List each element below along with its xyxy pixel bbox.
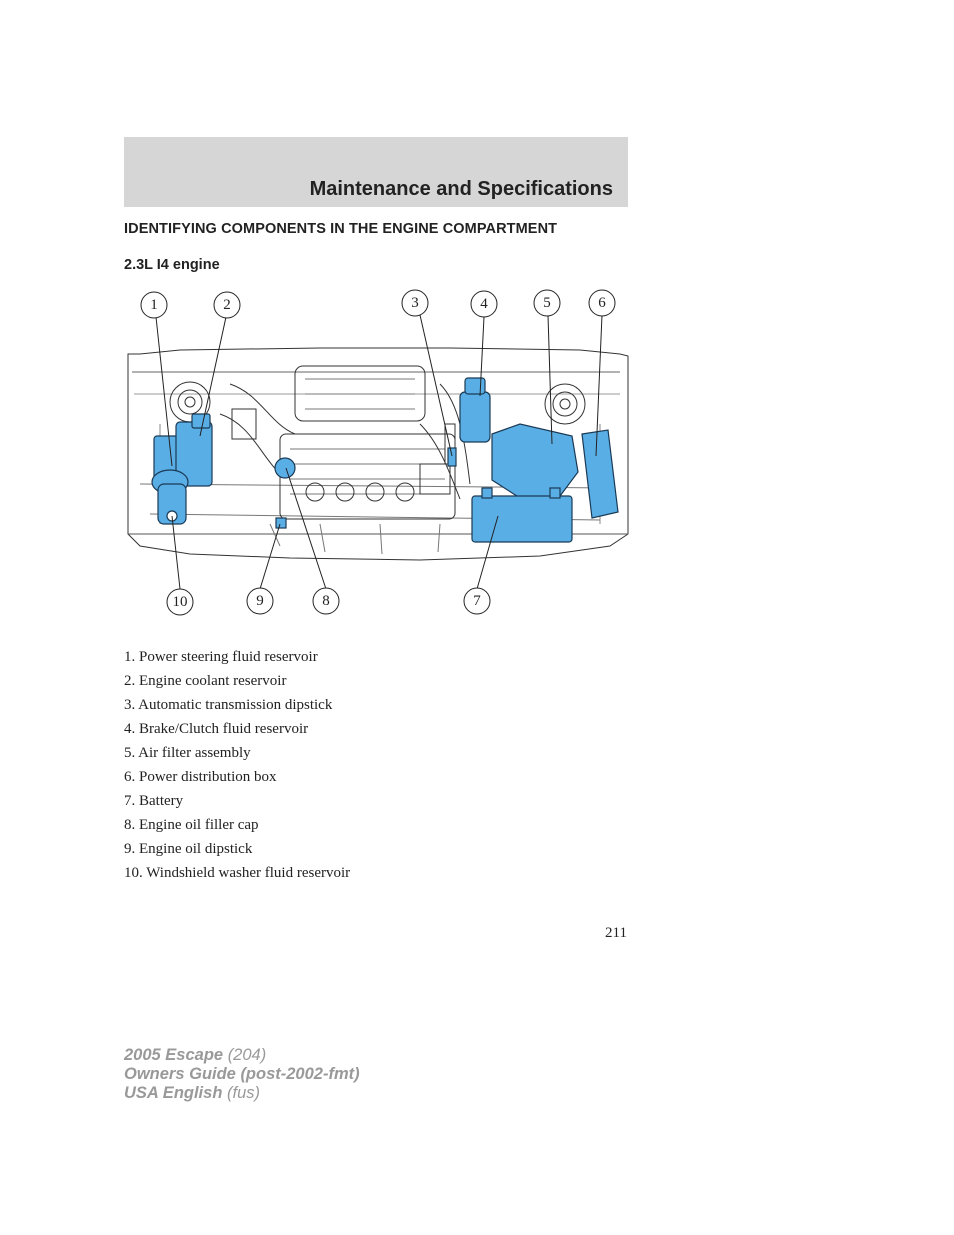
brake-reservoir-shape bbox=[460, 392, 490, 442]
list-item: 4. Brake/Clutch fluid reservoir bbox=[124, 721, 309, 737]
footer-line-1: 2005 Escape (204) bbox=[124, 1046, 267, 1064]
list-item: 7. Battery bbox=[124, 793, 184, 809]
list-item: 8. Engine oil filler cap bbox=[124, 817, 259, 833]
list-item: 3. Automatic transmission dipstick bbox=[124, 697, 333, 713]
footer-line-2: Owners Guide (post-2002-fmt) bbox=[124, 1065, 360, 1083]
callout-label-7: 7 bbox=[473, 593, 481, 609]
callout-label-6: 6 bbox=[598, 295, 606, 311]
footer-line-3: USA English (fus) bbox=[124, 1084, 260, 1102]
page-title: Maintenance and Specifications bbox=[309, 178, 613, 200]
engine-compartment-diagram bbox=[120, 284, 632, 624]
callout-label-1: 1 bbox=[150, 297, 158, 313]
callout-label-3: 3 bbox=[411, 295, 419, 311]
air-filter-shape bbox=[492, 424, 578, 498]
callout-label-9: 9 bbox=[256, 593, 264, 609]
document-footer bbox=[124, 1046, 360, 1103]
list-item: 10. Windshield washer fluid reservoir bbox=[124, 865, 351, 881]
page-number: 211 bbox=[605, 925, 627, 941]
transmission-dipstick-shape bbox=[448, 448, 456, 466]
oil-filler-cap-shape bbox=[275, 458, 295, 478]
oil-dipstick-shape bbox=[276, 518, 286, 528]
callout-label-4: 4 bbox=[480, 296, 488, 312]
list-item: 5. Air filter assembly bbox=[124, 745, 251, 761]
power-distribution-box-shape bbox=[582, 430, 618, 518]
callout-label-8: 8 bbox=[322, 593, 330, 609]
component-list bbox=[124, 645, 350, 885]
callout-label-10: 10 bbox=[172, 594, 188, 610]
header-band bbox=[124, 137, 628, 207]
list-item: 1. Power steering fluid reservoir bbox=[124, 649, 318, 665]
list-item: 9. Engine oil dipstick bbox=[124, 841, 253, 857]
list-item: 6. Power distribution box bbox=[124, 769, 277, 785]
battery-shape bbox=[472, 496, 572, 542]
engine-subheading: 2.3L I4 engine bbox=[124, 257, 220, 273]
section-heading: IDENTIFYING COMPONENTS IN THE ENGINE COMPARTMENT bbox=[124, 221, 558, 237]
callout-label-5: 5 bbox=[543, 295, 551, 311]
callout-label-2: 2 bbox=[223, 297, 231, 313]
list-item: 2. Engine coolant reservoir bbox=[124, 673, 287, 689]
